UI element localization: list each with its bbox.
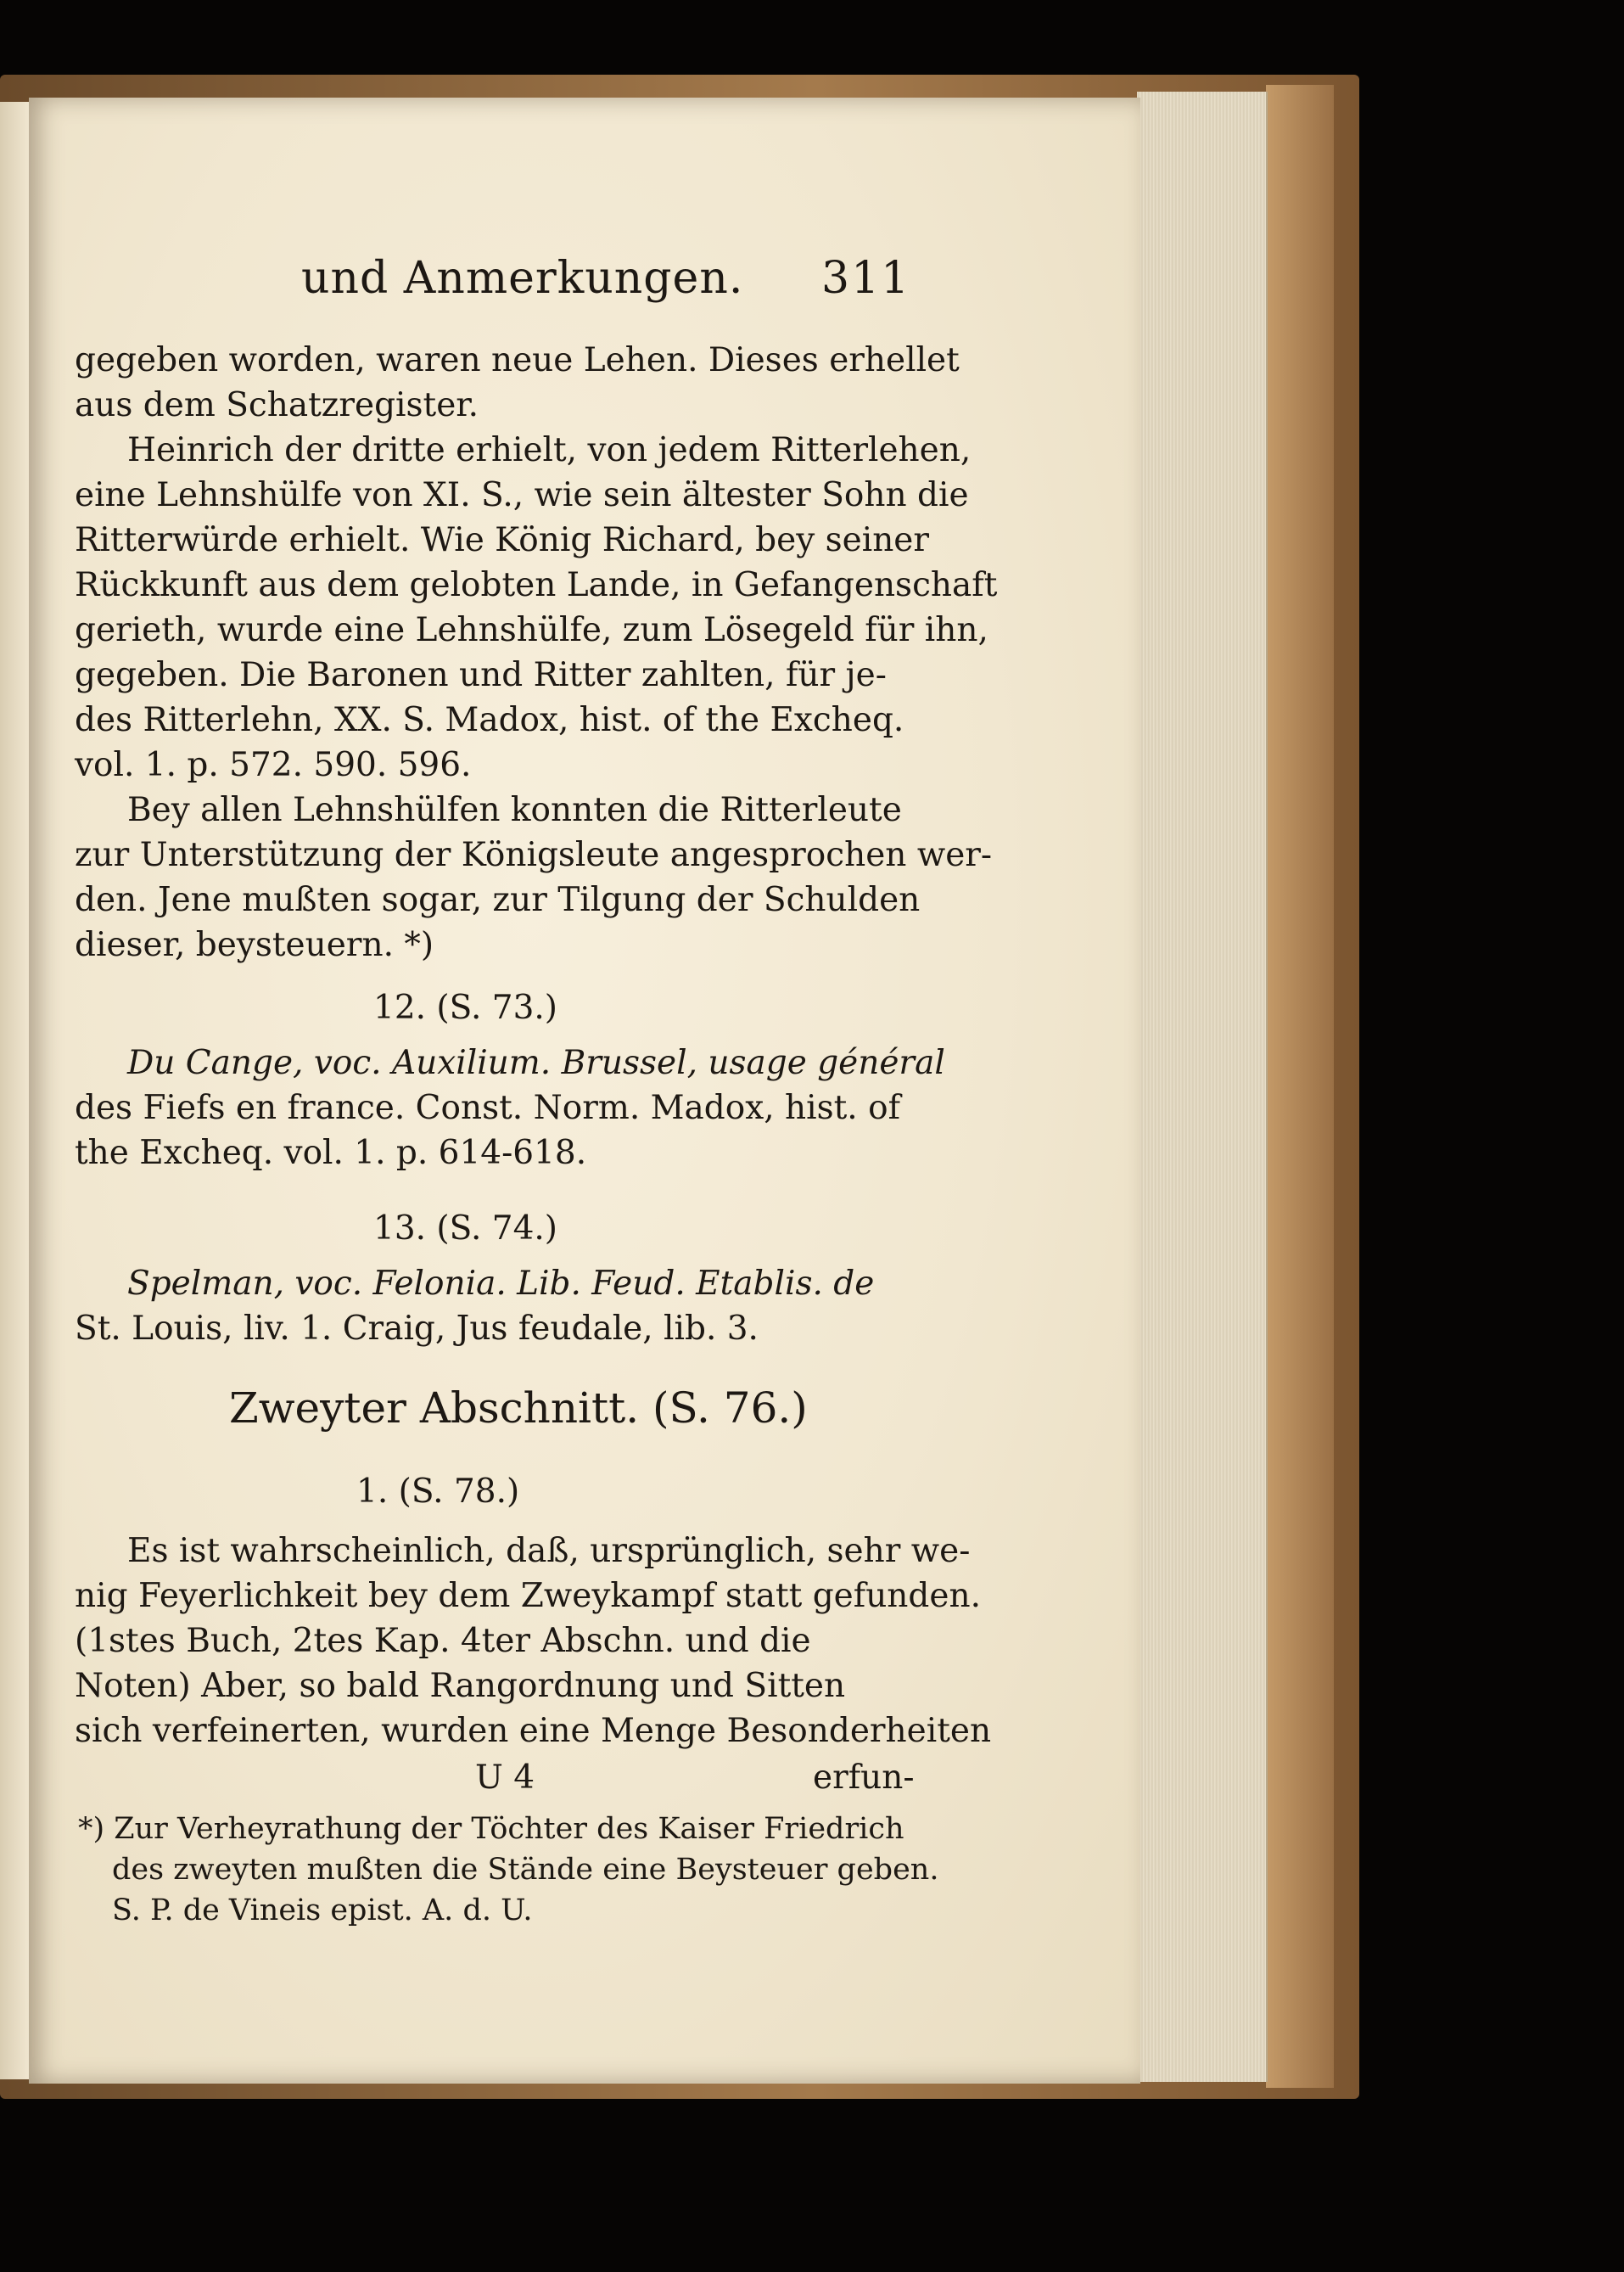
body-line: Noten) Aber, so bald Rangordnung und Sitten — [75, 1667, 846, 1705]
note-line: des Fiefs en france. Const. Norm. Madox, hist. of — [75, 1089, 901, 1127]
running-title: und Anmerkungen. — [301, 253, 744, 304]
note-label: 13. (S. 74.) — [373, 1209, 557, 1248]
footnote-line: S. P. de Vineis epist. A. d. U. — [112, 1893, 533, 1927]
body-line: vol. 1. p. 572. 590. 596. — [75, 746, 472, 784]
note-line: Du Cange, voc. Auxilium. Brussel, usage général — [127, 1044, 945, 1082]
body-line: dieser, beysteuern. *) — [75, 926, 434, 964]
body-line: (1stes Buch, 2tes Kap. 4ter Abschn. und die — [75, 1622, 811, 1660]
body-line: Bey allen Lehnshülfen konnten die Ritterleute — [127, 791, 902, 829]
previous-page-edge — [0, 102, 31, 2079]
body-line: den. Jene mußten sogar, zur Tilgung der Schulden — [75, 881, 921, 919]
body-line: aus dem Schatzregister. — [75, 386, 479, 424]
page-number: 311 — [821, 253, 911, 304]
body-line: Rückkunft aus dem gelobten Lande, in Gefangenschaft — [75, 566, 998, 604]
footnote-line: *) Zur Verheyrathung der Töchter des Kaiser Friedrich — [78, 1812, 904, 1846]
body-line: gerieth, wurde eine Lehnshülfe, zum Lösegeld für ihn, — [75, 611, 988, 649]
body-line: sich verfeinerten, wurden eine Menge Besonderheiten — [75, 1712, 992, 1750]
body-line: gegeben worden, waren neue Lehen. Dieses erhellet — [75, 341, 960, 379]
body-line: des Ritterlehn, XX. S. Madox, hist. of the Excheq. — [75, 701, 904, 739]
note-line: the Excheq. vol. 1. p. 614-618. — [75, 1134, 587, 1172]
note-line: St. Louis, liv. 1. Craig, Jus feudale, lib. 3. — [75, 1310, 759, 1348]
body-line: Heinrich der dritte erhielt, von jedem Ritterlehen, — [127, 431, 972, 469]
body-line: Es ist wahrscheinlich, daß, ursprünglich, sehr we- — [127, 1532, 971, 1570]
body-line: eine Lehnshülfe von XI. S., wie sein ältester Sohn die — [75, 476, 969, 514]
footnote-line: des zweyten mußten die Stände eine Beysteuer geben. — [112, 1853, 939, 1887]
body-line: zur Unterstützung der Königsleute angesprochen wer- — [75, 836, 993, 874]
body-line: nig Feyerlichkeit bey dem Zweykampf statt gefunden. — [75, 1577, 981, 1615]
body-line: gegeben. Die Baronen und Ritter zahlten, für je- — [75, 656, 887, 694]
signature-mark: U 4 — [475, 1759, 535, 1797]
book-binding-edge — [1266, 85, 1334, 2088]
page-stack-edge — [1137, 92, 1268, 2082]
note-label: 12. (S. 73.) — [373, 989, 557, 1027]
note-label: 1. (S. 78.) — [356, 1473, 520, 1511]
section-heading: Zweyter Abschnitt. (S. 76.) — [229, 1383, 808, 1433]
catchword: erfun- — [813, 1759, 915, 1797]
body-line: Ritterwürde erhielt. Wie König Richard, bey seiner — [75, 521, 930, 559]
note-line: Spelman, voc. Felonia. Lib. Feud. Etablis. de — [127, 1265, 875, 1303]
